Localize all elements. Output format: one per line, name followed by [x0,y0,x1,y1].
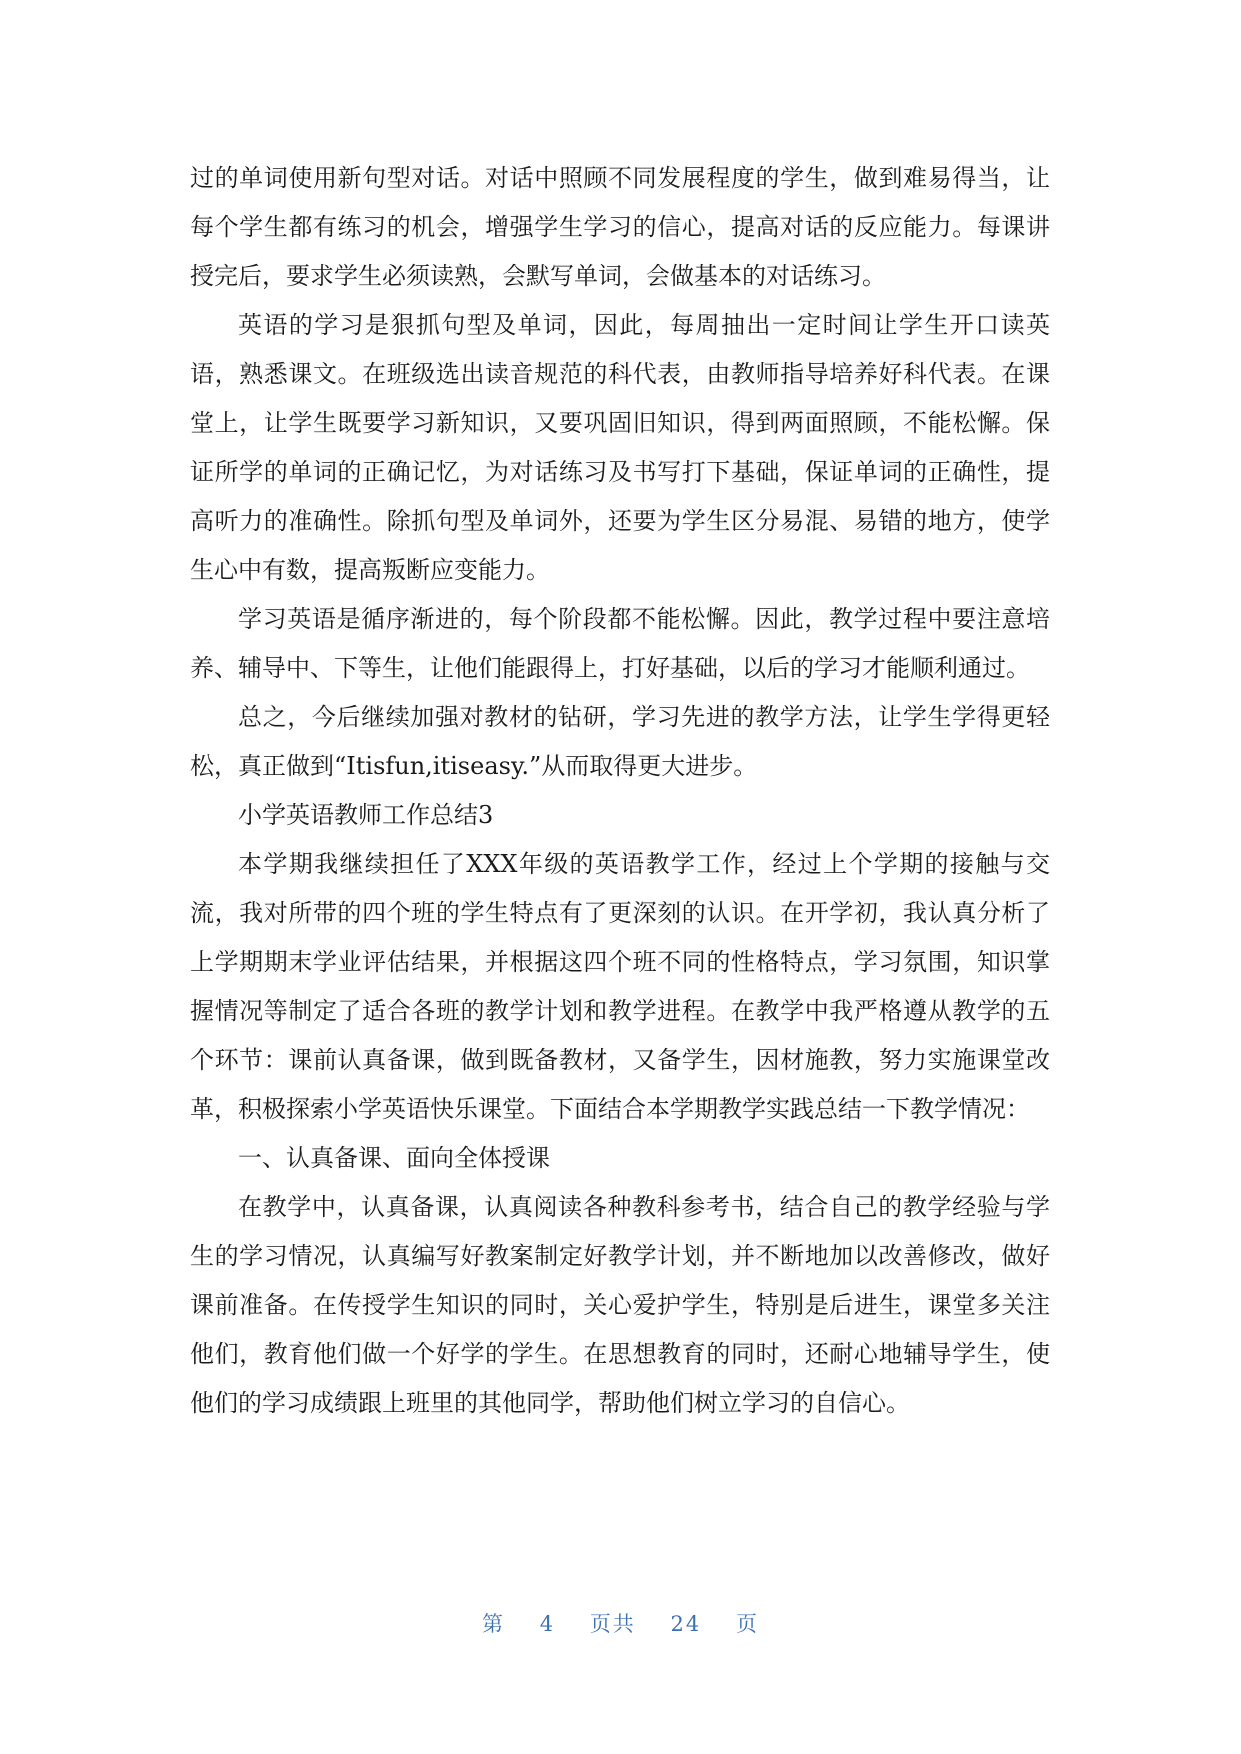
footer-prefix: 第 [481,1612,505,1636]
footer-suffix: 页 [736,1612,760,1636]
paragraph: 学习英语是循序渐进的，每个阶段都不能松懈。因此，教学过程中要注意培养、辅导中、下等生，让他们能跟得上，打好基础，以后的学习才能顺利通过。 [190,605,1050,682]
subsection-heading: 一、认真备课、面向全体授课 [238,1144,550,1172]
footer-middle: 页共 [589,1612,636,1636]
paragraph-continuation: 过的单词使用新句型对话。对话中照顾不同发展程度的学生，做到难易得当，让每个学生都有练习的机会，增强学生学习的信心，提高对话的反应能力。每课讲授完后，要求学生必须读熟，会默写单词，会做基本的对话练习。 [190,164,1050,290]
page-footer [0,1608,1241,1638]
paragraph: 在教学中，认真备课，认真阅读各种教科参考书，结合自己的教学经验与学生的学习情况，认真编写好教案制定好教学计划，并不断地加以改善修改，做好课前准备。在传授学生知识的同时，关心爱护学生，特别是后进生，课堂多关注他们，教育他们做一个好学的学生。在思想教育的同时，还耐心地辅导学生，使他们的学习成绩跟上班里的其他同学，帮助他们树立学习的自信心。 [190,1193,1050,1417]
paragraph: 总之，今后继续加强对教材的钻研，学习先进的教学方法，让学生学得更轻松，真正做到“Itisfun,itiseasy.”从而取得更大进步。 [190,703,1050,780]
paragraph: 本学期我继续担任了XXX年级的英语教学工作，经过上个学期的接触与交流，我对所带的四个班的学生特点有了更深刻的认识。在开学初，我认真分析了上学期期末学业评估结果，并根据这四个班不同的性格特点，学习氛围，知识掌握情况等制定了适合各班的教学计划和教学进程。在教学中我严格遵从教学的五个环节：课前认真备课，做到既备教材，又备学生，因材施教，努力实施课堂改革，积极探索小学英语快乐课堂。下面结合本学期教学实践总结一下教学情况： [190,850,1050,1123]
footer-total-pages: 24 [670,1612,702,1636]
section-title: 小学英语教师工作总结3 [238,801,494,829]
footer-current-page: 4 [539,1612,556,1636]
document-body [190,154,1050,1428]
paragraph: 英语的学习是狠抓句型及单词，因此，每周抽出一定时间让学生开口读英语，熟悉课文。在班级选出读音规范的科代表，由教师指导培养好科代表。在课堂上，让学生既要学习新知识，又要巩固旧知识，得到两面照顾，不能松懈。保证所学的单词的正确记忆，为对话练习及书写打下基础，保证单词的正确性，提高听力的准确性。除抓句型及单词外，还要为学生区分易混、易错的地方，使学生心中有数，提高叛断应变能力。 [190,311,1050,584]
